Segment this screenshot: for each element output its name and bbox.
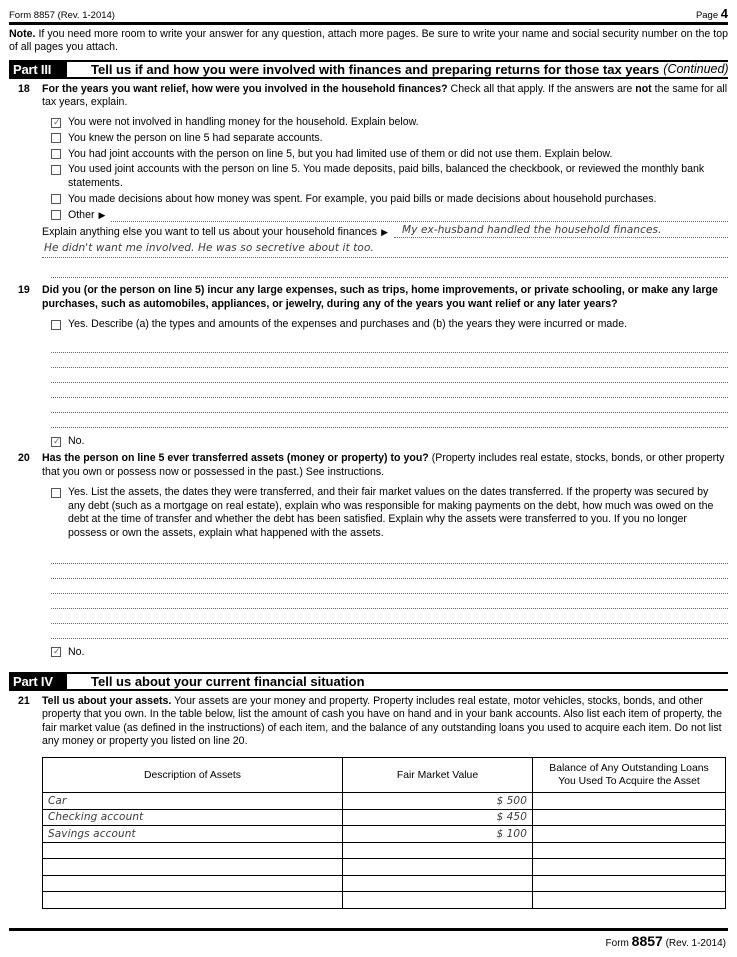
divider-before-q19 [51,277,728,278]
write-line[interactable] [51,383,728,398]
checkbox-icon[interactable] [51,210,61,220]
write-line[interactable] [51,549,728,564]
question-20-no-option[interactable] [9,646,728,658]
option-other[interactable] [51,209,728,223]
question-19-number: 19 [18,284,30,297]
option-separate-accounts[interactable] [51,132,728,146]
cell-fair-market-value[interactable]: $ 100 [343,826,533,843]
table-row[interactable] [43,842,726,859]
question-20-yes-option[interactable] [51,486,728,540]
question-18 [9,83,728,110]
part-iii-title-wrap [67,62,729,77]
note-text: If you need more room to write your answer for any question, attach more pages. Be sure to write your name and social security number on the top of all pages you attach. [9,28,728,54]
footer-suffix: (Rev. 1-2014) [665,938,726,949]
question-19-write-lines [9,338,728,428]
option-other-write-line[interactable] [111,221,728,222]
column-header-balance [533,758,726,793]
cell-description[interactable] [43,892,343,909]
question-21-prompt-bold: Tell us about your assets. [42,694,172,707]
write-line[interactable] [51,564,728,579]
cell-description[interactable]: Checking account [43,809,343,826]
assets-table-body [43,793,726,909]
checkbox-icon[interactable] [51,437,61,447]
checkbox-icon[interactable] [51,647,61,657]
right-arrow-icon: ▶ [98,209,106,220]
write-line[interactable] [51,579,728,594]
cell-fair-market-value[interactable]: $ 500 [343,793,533,810]
page-number-value: 4 [720,6,728,21]
option-joint-used[interactable] [51,163,728,190]
write-line[interactable] [51,338,728,353]
question-18-explain [9,224,728,258]
explain-row-1 [9,224,728,238]
cell-fair-market-value[interactable] [343,875,533,892]
write-line[interactable] [51,624,728,639]
option-label: You used joint accounts with the person on line 5. You made deposits, paid bills, balanced the checkbook, or reviewed the monthly bank statements. [68,163,705,189]
page-header [9,6,728,22]
question-20 [9,452,728,479]
question-18-prompt [42,83,728,110]
checkbox-icon[interactable] [51,118,61,128]
column-header-balance-line2: You Used To Acquire the Asset [558,776,700,787]
cell-description[interactable] [43,859,343,876]
cell-fair-market-value[interactable] [343,842,533,859]
checkbox-icon[interactable] [51,194,61,204]
option-label: No. [68,435,85,448]
checkbox-icon[interactable] [51,149,61,159]
option-label: Yes. List the assets, the dates they were transferred, and their fair market values on the dates transferred. If the property was secured by any debt (such as a mortgage on real estate), explain who was responsible for making payments on the debt, how much was owed on the debt at the time of transfer and whether the debt has been satisfied. Explain why the assets were transferred to you. If you no longer possess or own the assets, explain what happened with the assets. [68,486,714,540]
explain-label: Explain anything else you want to tell us about your household finances [42,226,378,239]
question-20-write-lines [9,549,728,639]
column-header-balance-line1: Balance of Any Outstanding Loans [549,763,709,774]
cell-balance[interactable] [533,875,726,892]
cell-fair-market-value[interactable] [343,859,533,876]
option-not-involved[interactable] [51,116,728,130]
assets-table-header-row [43,758,726,793]
question-20-options [9,486,728,540]
write-line[interactable] [51,413,728,428]
write-line[interactable] [51,594,728,609]
option-label: You made decisions about how money was spent. For example, you paid bills or made decisions about household purchases. [68,192,657,205]
question-20-prompt-bold: Has the person on line 5 ever transferred assets (money or property) to you? [42,452,429,465]
checkbox-icon[interactable] [51,165,61,175]
question-19-yes-option[interactable] [51,318,728,332]
option-label: Yes. Describe (a) the types and amounts of the expenses and purchases and (b) the years they were incurred or made. [68,318,628,331]
write-line[interactable] [51,609,728,624]
question-18-prompt-not: not [635,82,652,95]
assets-table [42,757,726,909]
part-iv-tag: Part IV [9,674,67,689]
question-19-prompt [42,284,728,311]
question-20-prompt [42,452,728,479]
part-iii-title: Tell us if and how you were involved with finances and preparing returns for those tax years [91,61,660,77]
option-other-wrap [68,209,728,223]
write-line[interactable] [51,353,728,368]
cell-balance[interactable] [533,793,726,810]
column-header-fair-market-value: Fair Market Value [343,758,533,793]
table-row[interactable] [43,859,726,876]
question-18-prompt-bold: For the years you want relief, how were you involved in the household finances? [42,82,448,95]
option-label: Other [68,208,95,221]
note-label: Note. [9,28,36,40]
table-row[interactable] [43,809,726,826]
question-20-prompt-rest: (Property includes real estate, stocks, bonds, or other property that you own or possess now or possessed in the past.) See instructions. [42,452,725,478]
write-line[interactable] [51,368,728,383]
question-21-prompt-rest: Your assets are your money and property. Property includes real estate, motor vehicles, stocks, bonds, and other property that you own. In the table below, list the amount of cash you have on hand and in your bank accounts. Also list each item of property, the fair market value (as defined in the instructions) of each item, and the balance of any outstanding loans you used to acquire each item. Do not list any money or property you listed on line 20. [42,694,722,748]
part-iii-continued: (Continued) [663,62,729,77]
checkbox-icon[interactable] [51,320,61,330]
part-iv-band [9,672,728,691]
question-21-number: 21 [18,694,30,707]
part-iii-tag: Part III [9,62,67,77]
part-iii-band [9,60,728,79]
table-row[interactable] [43,892,726,909]
question-18-prompt-rest: Check all that apply. If the answers are [447,82,636,95]
question-18-prompt-tail: the same for all tax years, explain. [42,82,728,109]
page-footer [9,928,728,949]
explain-handwriting-2: He didn't want me involved. He was so secretive about it too. [44,242,374,255]
option-label: You were not involved in handling money for the household. Explain below. [68,116,419,128]
cell-description[interactable]: Savings account [43,826,343,843]
question-19-options [9,318,728,332]
option-joint-limited-use[interactable] [51,148,728,162]
assets-table-head [43,758,726,793]
footer-rule [9,928,728,931]
checkbox-icon[interactable] [51,133,61,143]
option-made-decisions[interactable] [51,193,728,207]
form-id-label: Form 8857 (Rev. 1-2014) [9,10,115,21]
explain-handwriting-1: My ex-husband handled the household finances. [402,224,662,237]
cell-balance[interactable] [533,859,726,876]
part-iv-title: Tell us about your current financial situation [91,673,365,689]
question-21-prompt [42,695,728,749]
footer-prefix: Form [605,938,629,949]
table-row[interactable] [43,826,726,843]
question-19 [9,284,728,311]
question-19-prompt-bold: Did you (or the person on line 5) incur any large expenses, such as trips, home improvements, or private schooling, or make any large purchases, such as automobiles, appliances, or jewelry, during any of the years you want relief or any later years? [42,284,718,310]
question-18-options [9,116,728,222]
cell-fair-market-value[interactable] [343,892,533,909]
write-line[interactable] [51,398,728,413]
cell-balance[interactable] [533,826,726,843]
question-18-number: 18 [18,82,30,95]
cell-balance[interactable] [533,842,726,859]
question-20-number: 20 [18,452,30,465]
footer-text [9,933,728,949]
note-paragraph [9,28,728,55]
column-header-description: Description of Assets [43,758,343,793]
explain-input-line-1[interactable] [394,224,728,238]
option-label: You had joint accounts with the person on line 5, but you had limited use of them or did not use them. Explain below. [68,147,613,160]
page-number-label: Page 4 [695,6,728,21]
option-label: No. [68,645,85,658]
option-label: You knew the person on line 5 had separate accounts. [68,131,323,144]
question-21 [9,695,728,749]
explain-input-line-2[interactable] [42,238,728,258]
right-arrow-icon: ▶ [381,227,389,238]
spacer-after-q18 [9,258,728,277]
cell-balance[interactable] [533,892,726,909]
cell-description[interactable] [43,842,343,859]
table-row[interactable] [43,793,726,810]
question-19-no-option[interactable] [9,435,728,447]
footer-form-number: 8857 [631,933,663,949]
cell-fair-market-value[interactable]: $ 450 [343,809,533,826]
table-row[interactable] [43,875,726,892]
cell-balance[interactable] [533,809,726,826]
header-rule [9,22,728,25]
cell-description[interactable] [43,875,343,892]
checkbox-icon[interactable] [51,488,61,498]
cell-description[interactable]: Car [43,793,343,810]
